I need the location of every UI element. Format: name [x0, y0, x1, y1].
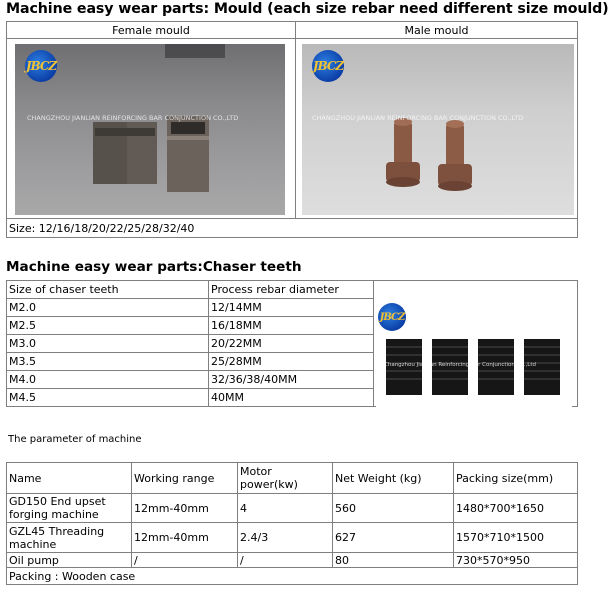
param-packing-cell: 1480*700*1650	[454, 494, 578, 523]
chaser-size-cell: M4.5	[7, 389, 209, 407]
chaser-diameter-cell: 40MM	[209, 389, 374, 407]
param-weight-cell: 80	[333, 553, 454, 568]
chaser-size-cell: M2.0	[7, 299, 209, 317]
female-mould-photo	[15, 44, 285, 215]
male-mould-cell	[296, 39, 578, 219]
chaser-teeth-photo	[376, 301, 572, 417]
param-header-working-range: Working range	[132, 463, 238, 494]
chaser-diameter-cell: 12/14MM	[209, 299, 374, 317]
param-power-cell: 4	[238, 494, 333, 523]
chaser-photo-watermark: Changzhou Jianlian Reinforcing Bar Conjunction Co.,Ltd	[384, 362, 536, 368]
chaser-diameter-cell: 16/18MM	[209, 317, 374, 335]
param-name-cell: GD150 End upset forging machine	[7, 494, 132, 523]
chaser-header-size: Size of chaser teeth	[7, 281, 209, 299]
jbcz-logo-icon: JBCZ	[312, 50, 344, 82]
chaser-header-diameter: Process rebar diameter	[209, 281, 374, 299]
chaser-table	[6, 280, 578, 407]
param-header-packing-size: Packing size(mm)	[454, 463, 578, 494]
chaser-size-cell: M3.0	[7, 335, 209, 353]
param-power-cell: 2.4/3	[238, 523, 333, 553]
chaser-diameter-cell: 20/22MM	[209, 335, 374, 353]
param-name-cell: Oil pump	[7, 553, 132, 568]
param-packing-cell: 730*570*950	[454, 553, 578, 568]
param-packing-cell: 1570*710*1500	[454, 523, 578, 553]
female-mould-header: Female mould	[7, 22, 296, 39]
parameter-heading: The parameter of machine	[8, 434, 142, 445]
chaser-size-cell: M3.5	[7, 353, 209, 371]
male-photo-watermark: CHANGZHOU JIANLIAN REINFORCING BAR CONJUNCTION CO.,LTD	[312, 114, 524, 122]
chaser-size-cell: M2.5	[7, 317, 209, 335]
chaser-diameter-cell: 32/36/38/40MM	[209, 371, 374, 389]
param-header-name: Name	[7, 463, 132, 494]
param-weight-cell: 627	[333, 523, 454, 553]
chaser-diameter-cell: 25/28MM	[209, 353, 374, 371]
jbcz-logo-icon: JBCZ	[25, 50, 57, 82]
param-range-cell: /	[132, 553, 238, 568]
male-mould-header: Male mould	[296, 22, 578, 39]
mould-table	[6, 21, 578, 238]
mould-heading: Machine easy wear parts: Mould (each size rebar need different size mould)	[6, 1, 609, 17]
jbcz-logo-icon: JBCZ	[378, 303, 406, 331]
female-mould-cell	[7, 39, 296, 219]
packing-row: Packing : Wooden case	[7, 568, 578, 585]
chaser-size-cell: M4.0	[7, 371, 209, 389]
param-range-cell: 12mm-40mm	[132, 494, 238, 523]
param-name-cell: GZL45 Threading machine	[7, 523, 132, 553]
male-mould-photo	[302, 44, 574, 215]
param-weight-cell: 560	[333, 494, 454, 523]
chaser-heading: Machine easy wear parts:Chaser teeth	[6, 259, 302, 275]
chaser-photo-cell	[374, 281, 578, 407]
param-header-net-weight: Net Weight (kg)	[333, 463, 454, 494]
female-photo-watermark: CHANGZHOU JIANLIAN REINFORCING BAR CONJUNCTION CO.,LTD	[27, 114, 239, 122]
param-header-motor-power: Motor power(kw)	[238, 463, 333, 494]
parameter-table	[6, 462, 578, 585]
param-power-cell: /	[238, 553, 333, 568]
param-range-cell: 12mm-40mm	[132, 523, 238, 553]
mould-size-row: Size: 12/16/18/20/22/25/28/32/40	[7, 219, 578, 238]
